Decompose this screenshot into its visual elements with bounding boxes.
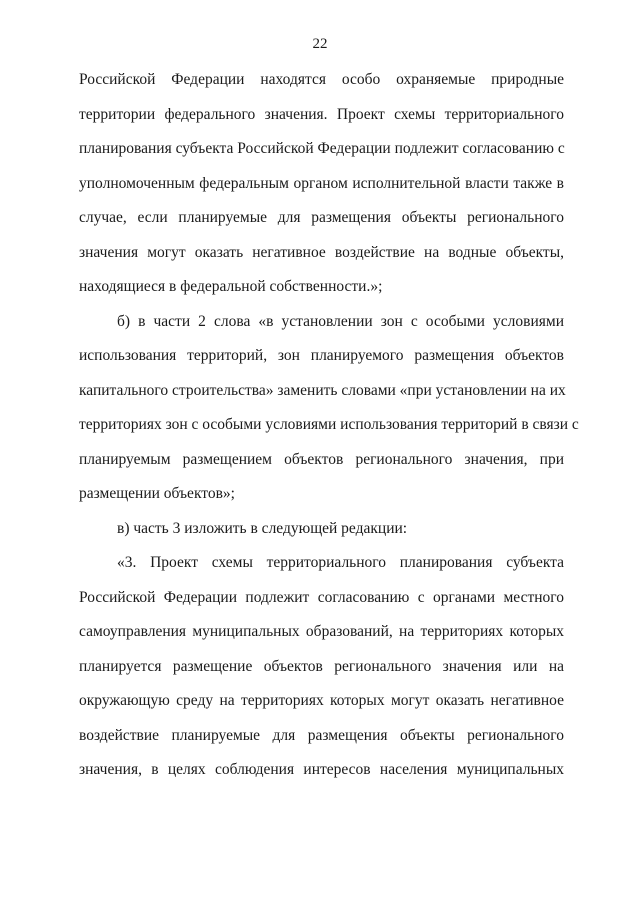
text-line: планирования субъекта Российской Федерации подлежит согласованию с [79, 140, 565, 157]
text-line: окружающую среду на территориях которых могут оказать негативное [79, 692, 564, 709]
text-line: «3. Проект схемы территориального планирования субъекта [117, 554, 564, 571]
text-line: планируемым размещением объектов регионального значения, при [79, 450, 564, 468]
paragraph-item-v [79, 519, 564, 554]
paragraph-continuation [79, 70, 564, 312]
text-line: самоуправления муниципальных образований, на территориях которых [79, 623, 564, 640]
document-body [79, 70, 579, 795]
text-line: значения могут оказать негативное воздействие на водные объекты, [79, 243, 564, 261]
text-line: в) часть 3 изложить в следующей редакции: [117, 519, 408, 537]
page-number: 22 [312, 36, 328, 52]
text-line: значения, в целях соблюдения интересов населения муниципальных [79, 761, 564, 778]
text-line: размещении объектов»; [79, 485, 235, 502]
text-line: б) в части 2 слова «в установлении зон с особыми условиями [117, 312, 564, 330]
text-line: планируется размещение объектов регионального значения или на [79, 657, 564, 675]
text-line: случае, если планируемые для размещения объекты регионального [79, 209, 564, 226]
paragraph-quoted-part-3 [79, 553, 564, 795]
paragraph-item-b [79, 312, 579, 519]
text-line: территориях зон с особыми условиями использования территорий в связи с [79, 416, 579, 433]
text-line: Российской Федерации подлежит согласованию с органами местного [79, 588, 564, 606]
text-line: территории федерального значения. Проект схемы территориального [79, 105, 564, 123]
text-line: находящиеся в федеральной собственности.»; [79, 278, 383, 295]
text-line: использования территорий, зон планируемого размещения объектов [79, 347, 564, 364]
text-line: Российской Федерации находятся особо охраняемые природные [79, 71, 564, 88]
text-line: капитального строительства» заменить словами «при установлении на их [79, 381, 566, 399]
text-line: воздействие планируемые для размещения объекты регионального [79, 726, 564, 744]
text-line: уполномоченным федеральным органом исполнительной власти также в [79, 174, 564, 192]
